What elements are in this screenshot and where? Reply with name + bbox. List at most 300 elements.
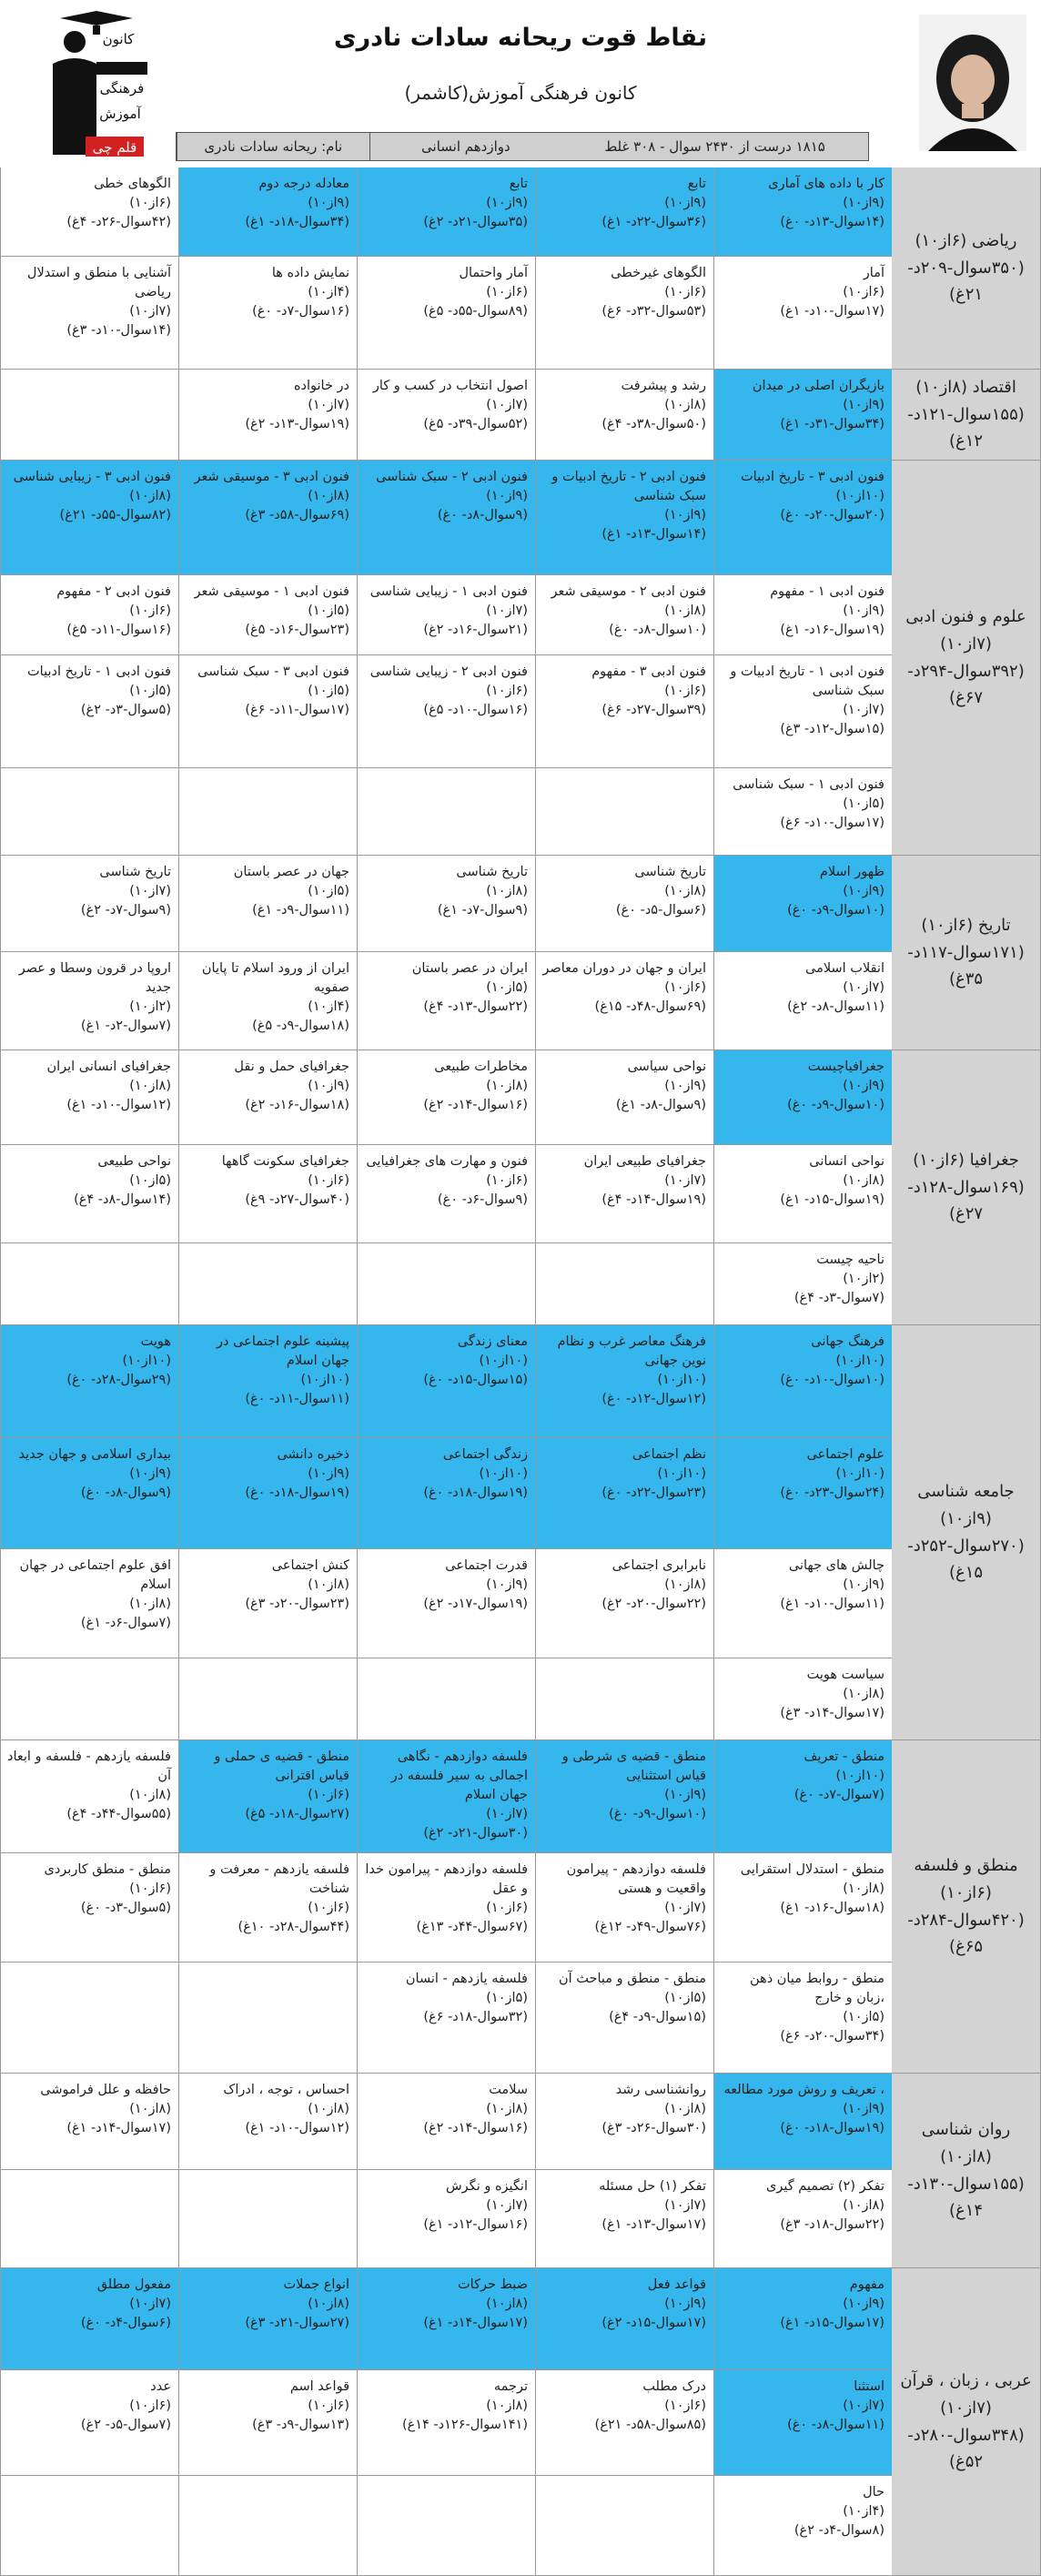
- topic-name: اروپا در قرون وسطا و عصر جدید: [18, 961, 171, 996]
- subject-label: اقتصاد (۸از۱۰) (۱۵۵سوال-۱۲۱د- ۱۲غ): [892, 370, 1041, 461]
- topic-counts: (۲۷سوال-۲۱د- ۳غ): [245, 2316, 349, 2331]
- topic-name: منطق - قضیه ی شرطی و قیاس استثنایی: [561, 1749, 706, 1784]
- topic-counts: (۲۹سوال-۲۸د- ۰غ): [66, 1373, 171, 1388]
- topic-name: نواحی طبیعی: [97, 1154, 171, 1169]
- topic-counts: (۱۸سوال-۱۶د- ۲غ): [245, 1098, 349, 1113]
- topic-cell: [0, 2074, 178, 2170]
- topic-score: (۷از۱۰): [129, 304, 171, 319]
- topic-cell: [0, 952, 178, 1050]
- topic-cell: [0, 257, 178, 370]
- topic-name: کنش اجتماعی: [271, 1558, 349, 1573]
- topic-name: فنون ادبی ۱ - مفهوم: [770, 584, 884, 599]
- topic-name: ، تعریف و روش مورد مطالعه: [723, 2083, 884, 2097]
- topic-counts: (۵سوال-۳د- ۰غ): [80, 1901, 171, 1916]
- empty-cell: [535, 1243, 713, 1325]
- topic-cell: [713, 2074, 892, 2170]
- topic-name: فنون ادبی ۳ - مفهوم: [591, 664, 706, 679]
- topic-cell: [357, 1962, 535, 2074]
- topic-counts: (۱۵سوال-۹د- ۴غ): [609, 2010, 706, 2025]
- topic-name: فلسفه دوازدهم - نگاهی اجمالی به سیر فلسفه در جهان اسلام: [390, 1749, 528, 1803]
- topic-counts: (۷سوال-۷د- ۰غ): [793, 1788, 884, 1803]
- topic-cell: [178, 257, 357, 370]
- topic-name: بازیگران اصلی در میدان: [752, 379, 884, 393]
- topic-name: فنون ادبی ۲ - تاریخ ادبیات و سبک شناسی: [551, 470, 706, 504]
- topic-counts: (۲۳سوال-۲۲د- ۰غ): [601, 1486, 706, 1501]
- empty-cell: [357, 1658, 535, 1740]
- topic-cell: [535, 167, 713, 257]
- topic-cell: [178, 1853, 357, 1962]
- topic-cell: [357, 575, 535, 655]
- topic-row: [0, 856, 892, 952]
- topic-score: (۸از۱۰): [843, 1881, 884, 1897]
- topic-counts: (۱۱سوال-۸د- ۰غ): [787, 2418, 884, 2433]
- topic-name: معنای زندگی: [457, 1334, 528, 1349]
- topic-counts: (۲۷سوال-۱۸د- ۵غ): [245, 1807, 349, 1822]
- topic-name: فرهنگ جهانی: [811, 1334, 884, 1349]
- topic-counts: (۴۴سوال-۲۸د- ۱۰غ): [238, 1920, 349, 1935]
- topic-score: (۹از۱۰): [664, 1079, 706, 1094]
- topic-name: حافظه و علل فراموشی: [40, 2083, 171, 2097]
- subject-label: جغرافیا (۶از۱۰) (۱۶۹سوال-۱۲۸د- ۲۷غ): [892, 1050, 1041, 1325]
- topic-cell: [713, 2370, 892, 2476]
- topic-score: (۵از۱۰): [308, 684, 349, 699]
- topic-counts: (۲۲سوال-۲۰د- ۲غ): [601, 1597, 706, 1612]
- topic-name: زندگی اجتماعی: [442, 1447, 528, 1462]
- topic-score: (۷از۱۰): [486, 603, 528, 619]
- topic-cell: [535, 1325, 713, 1438]
- topic-row: [0, 2170, 892, 2268]
- topic-counts: (۱۱سوال-۱۰د- ۱غ): [780, 1597, 884, 1612]
- empty-cell: [357, 768, 535, 856]
- topic-row: [0, 1853, 892, 1962]
- topic-counts: (۱۲سوال-۱۲د- ۰غ): [601, 1392, 706, 1407]
- topic-name: نواحی انسانی: [809, 1154, 884, 1169]
- subject-label: روان شناسی (۸از۱۰) (۱۵۵سوال-۱۳۰د- ۱۴غ): [892, 2074, 1041, 2268]
- topic-row: [0, 768, 892, 856]
- topic-name: رشد و پیشرفت: [621, 379, 706, 393]
- topic-counts: (۳۰سوال-۲۶د- ۳غ): [601, 2121, 706, 2136]
- topic-cell: [713, 1658, 892, 1740]
- topic-cell: [713, 370, 892, 461]
- topic-score: (۴از۱۰): [308, 285, 349, 300]
- topic-name: فنون ادبی ۱ - تاریخ ادبیات و سبک شناسی: [730, 664, 884, 699]
- topic-cell: [713, 257, 892, 370]
- topic-name: فنون ادبی ۲ - سبک شناسی: [376, 470, 528, 484]
- topic-cell: [178, 1325, 357, 1438]
- topic-cell: [535, 1438, 713, 1549]
- topic-counts: (۵۳سوال-۳۲د- ۶غ): [601, 304, 706, 319]
- empty-cell: [357, 1243, 535, 1325]
- empty-cell: [0, 370, 178, 461]
- topic-counts: (۵۰سوال-۳۸د- ۴غ): [601, 417, 706, 432]
- topic-row: [0, 952, 892, 1050]
- topic-score: (۹از۱۰): [486, 489, 528, 504]
- topic-score: (۹از۱۰): [308, 1079, 349, 1094]
- topic-counts: (۱۰سوال-۸د- ۰غ): [609, 623, 706, 638]
- empty-cell: [178, 2476, 357, 2576]
- topic-cell: [0, 2370, 178, 2476]
- topic-score: (۹از۱۰): [843, 603, 884, 619]
- topic-counts: (۱۹سوال-۱۸د- ۰غ): [423, 1486, 528, 1501]
- page-title: نقاط قوت ریحانه سادات نادری: [333, 24, 708, 52]
- topic-row: [0, 1145, 892, 1243]
- topic-counts: (۱۴سوال-۱۳د- ۱غ): [601, 527, 706, 543]
- topic-counts: (۹سوال-۷د- ۲غ): [80, 903, 171, 918]
- topic-cell: [535, 2074, 713, 2170]
- topic-name: بیداری اسلامی و جهان جدید: [18, 1447, 171, 1462]
- topic-counts: (۶سوال-۴د- ۰غ): [80, 2316, 171, 2331]
- topic-name: منطق - تعریف: [803, 1749, 884, 1764]
- topic-score: (۸از۱۰): [129, 489, 171, 504]
- topic-cell: [535, 1740, 713, 1853]
- topic-counts: (۸سوال-۴د- ۲غ): [793, 2523, 884, 2539]
- topic-name: منطق - منطق و مباحث آن: [559, 1972, 706, 1986]
- topic-score: (۹از۱۰): [843, 1079, 884, 1094]
- topic-score: (۸از۱۰): [843, 1173, 884, 1189]
- topic-cell: [178, 856, 357, 952]
- topic-name: جغرافیای حمل و نقل: [234, 1060, 349, 1074]
- topic-cell: [178, 2370, 357, 2476]
- topic-score: (۸از۱۰): [664, 2102, 706, 2117]
- topic-cell: [357, 1145, 535, 1243]
- page-subtitle: کانون فرهنگی آموزش(کاشمر): [404, 82, 637, 104]
- topic-score: (۸از۱۰): [664, 884, 706, 899]
- topic-name: مفعول مطلق: [96, 2277, 171, 2292]
- topic-row: [0, 1962, 892, 2074]
- topic-name: جهان در عصر باستان: [233, 865, 349, 879]
- topic-cell: [713, 856, 892, 952]
- topic-row: [0, 2370, 892, 2476]
- topic-counts: (۱۹سوال-۱۴د- ۴غ): [601, 1192, 706, 1208]
- topic-counts: (۶۹سوال-۴۸د- ۱۵غ): [594, 999, 706, 1015]
- topic-row: [0, 575, 892, 655]
- topic-name: سلامت: [489, 2083, 528, 2097]
- topic-counts: (۹سوال-۷د- ۱غ): [437, 903, 528, 918]
- topic-name: فنون ادبی ۱ - تاریخ ادبیات: [27, 664, 171, 679]
- topic-score: (۶از۱۰): [486, 684, 528, 699]
- topic-cell: [178, 1145, 357, 1243]
- topic-counts: (۱۷سوال-۱۰د- ۱غ): [780, 304, 884, 319]
- topic-name: فنون ادبی ۳ - تاریخ ادبیات: [741, 470, 884, 484]
- topic-score: (۸از۱۰): [843, 2198, 884, 2214]
- topic-score: (۶از۱۰): [129, 2399, 171, 2414]
- topic-cell: [0, 1438, 178, 1549]
- topic-name: الگوهای غیرخطی: [611, 266, 706, 280]
- topic-name: منطق - قضیه ی حملی و قیاس اقترانی: [214, 1749, 349, 1784]
- topic-name: فنون ادبی ۲ - موسیقی شعر: [551, 584, 706, 599]
- topic-cell: [178, 575, 357, 655]
- topic-cell: [357, 856, 535, 952]
- topic-counts: (۱۹سوال-۱۷د- ۲غ): [423, 1597, 528, 1612]
- topic-cell: [0, 1145, 178, 1243]
- topic-score: (۹از۱۰): [664, 196, 706, 211]
- topic-score: (۷از۱۰): [129, 884, 171, 899]
- topic-cell: [713, 1549, 892, 1658]
- subject-label: عربی ، زبان ، قرآن (۷از۱۰) (۳۴۸سوال-۲۸۰د- ۵۲غ): [892, 2268, 1041, 2576]
- topic-cell: [713, 167, 892, 257]
- topic-cell: [535, 856, 713, 952]
- topic-score: (۸از۱۰): [308, 2297, 349, 2312]
- topic-score: (۲از۱۰): [843, 1272, 884, 1287]
- empty-cell: [0, 768, 178, 856]
- topic-cell: [178, 655, 357, 768]
- topic-cell: [535, 1145, 713, 1243]
- topic-name: آشنایی با منطق و استدلال ریاضی: [26, 266, 171, 300]
- topic-row: [0, 1658, 892, 1740]
- topic-score: (۹از۱۰): [664, 1788, 706, 1803]
- topic-cell: [713, 461, 892, 575]
- topic-score: (۷از۱۰): [843, 2399, 884, 2414]
- topic-name: قدرت اجتماعی: [445, 1558, 528, 1573]
- topic-score: (۷از۱۰): [486, 398, 528, 413]
- topic-cell: [535, 370, 713, 461]
- topic-score: (۸از۱۰): [486, 884, 528, 899]
- topic-counts: (۱۸سوال-۹د- ۵غ): [252, 1019, 349, 1034]
- topic-name: اصول انتخاب در کسب و کار: [372, 379, 528, 393]
- topic-name: فنون و مهارت های جغرافیایی: [366, 1154, 528, 1169]
- topic-name: فنون ادبی ۱ - زیبایی شناسی: [369, 584, 528, 599]
- topic-name: تابع: [509, 177, 528, 191]
- topic-counts: (۶سوال-۵د- ۰غ): [615, 903, 706, 918]
- topic-counts: (۲۱سوال-۱۶د- ۲غ): [423, 623, 528, 638]
- topic-score: (۶از۱۰): [664, 980, 706, 996]
- topic-name: تابع: [687, 177, 706, 191]
- topic-counts: (۱۶سوال-۱۴د- ۲غ): [423, 2121, 528, 2136]
- topic-cell: [713, 1145, 892, 1243]
- topic-cell: [535, 1853, 713, 1962]
- topic-cell: [357, 1438, 535, 1549]
- topic-cell: [357, 1549, 535, 1658]
- empty-cell: [0, 2170, 178, 2268]
- topic-cell: [178, 370, 357, 461]
- topic-name: نمایش داده ها: [271, 266, 349, 280]
- empty-cell: [178, 1658, 357, 1740]
- topic-counts: (۱۶سوال-۱۱د- ۵غ): [66, 623, 171, 638]
- empty-cell: [178, 1962, 357, 2074]
- topic-counts: (۱۶سوال-۷د- ۰غ): [252, 304, 349, 319]
- topic-cell: [357, 370, 535, 461]
- topic-counts: (۱۵سوال-۱۲د- ۳غ): [780, 722, 884, 737]
- topic-score: (۹از۱۰): [843, 398, 884, 413]
- topic-cell: [178, 461, 357, 575]
- topic-score: (۷از۱۰): [843, 980, 884, 996]
- topic-cell: [535, 575, 713, 655]
- topic-cell: [535, 461, 713, 575]
- topic-score: (۸از۱۰): [664, 398, 706, 413]
- topic-name: جغرافیای سکونت گاهها: [221, 1154, 349, 1169]
- topic-counts: (۲۰سوال-۲۰د- ۰غ): [780, 508, 884, 523]
- topic-name: قواعد فعل: [647, 2277, 706, 2292]
- topic-counts: (۹سوال-۸د- ۱غ): [615, 1098, 706, 1113]
- topic-cell: [713, 768, 892, 856]
- topic-score: (۸از۱۰): [843, 1687, 884, 1702]
- topic-name: منطق - استدلال استقرایی: [740, 1862, 884, 1877]
- topic-cell: [0, 1549, 178, 1658]
- report-header: [0, 0, 1041, 164]
- topic-score: (۹از۱۰): [843, 884, 884, 899]
- topic-score: (۹از۱۰): [843, 2297, 884, 2312]
- topic-cell: [357, 257, 535, 370]
- topic-counts: (۶۹سوال-۵۸د- ۳غ): [245, 508, 349, 523]
- empty-cell: [178, 768, 357, 856]
- topic-counts: (۱۷سوال-۱۵د- ۲غ): [601, 2316, 706, 2331]
- topic-row: [0, 655, 892, 768]
- topic-cell: [178, 167, 357, 257]
- empty-cell: [0, 1243, 178, 1325]
- topic-name: تفکر (۱) حل مسئله: [599, 2179, 706, 2194]
- empty-cell: [0, 1962, 178, 2074]
- topic-score: (۱۰از۱۰): [122, 1354, 171, 1369]
- topic-score: (۶از۱۰): [308, 1901, 349, 1916]
- topic-score: (۶از۱۰): [664, 285, 706, 300]
- topic-counts: (۱۹سوال-۱۵د- ۱غ): [780, 1192, 884, 1208]
- topic-cell: [357, 1325, 535, 1438]
- topic-cell: [178, 952, 357, 1050]
- topic-counts: (۶۷سوال-۴۴د- ۱۳غ): [416, 1920, 528, 1935]
- topic-row: [0, 257, 892, 370]
- topic-counts: (۱۹سوال-۱۶د- ۱غ): [780, 623, 884, 638]
- topic-name: تاریخ شناسی: [634, 865, 706, 879]
- topic-cell: [178, 1438, 357, 1549]
- student-info-bar: [176, 132, 869, 161]
- topic-cell: [535, 2170, 713, 2268]
- topic-name: آمار واحتمال: [459, 266, 528, 280]
- topic-score: (۴از۱۰): [843, 2504, 884, 2520]
- topic-name: جغرافیای انسانی ایران: [46, 1060, 171, 1074]
- topic-name: انواع جملات: [283, 2277, 349, 2292]
- topic-name: مفهوم: [849, 2277, 884, 2292]
- topic-counts: (۹سوال-۸د- ۰غ): [437, 508, 528, 523]
- topic-score: (۵از۱۰): [664, 1991, 706, 2006]
- topic-name: استثنا: [854, 2379, 884, 2394]
- topic-counts: (۱۱سوال-۱۱د- ۰غ): [245, 1392, 349, 1407]
- topic-name: نواحی سیاسی: [627, 1060, 706, 1074]
- topic-counts: (۳۴سوال-۱۸د- ۱غ): [245, 215, 349, 230]
- topic-counts: (۳۹سوال-۲۷د- ۶غ): [601, 703, 706, 718]
- topic-score: (۹از۱۰): [486, 196, 528, 211]
- topic-score: (۸از۱۰): [664, 603, 706, 619]
- topic-score: (۱۰از۱۰): [835, 1354, 884, 1369]
- topic-cell: [357, 1740, 535, 1853]
- topic-name: فنون ادبی ۲ - زیبایی شناسی: [369, 664, 528, 679]
- topic-score: (۱۰از۱۰): [479, 1354, 528, 1369]
- topic-score: (۹از۱۰): [486, 1577, 528, 1593]
- topic-score: (۶از۱۰): [308, 2399, 349, 2414]
- topic-cell: [357, 1050, 535, 1145]
- topic-name: معادله درجه دوم: [258, 177, 349, 191]
- topic-cell: [713, 1853, 892, 1962]
- topic-cell: [0, 655, 178, 768]
- subject-label: ریاضی (۶از۱۰) (۳۵۰سوال-۲۰۹د- ۲۱غ): [892, 167, 1041, 370]
- topic-counts: (۳۰سوال-۲۱د- ۲غ): [423, 1826, 528, 1841]
- topic-cell: [713, 2268, 892, 2370]
- topic-cell: [178, 1050, 357, 1145]
- topic-counts: (۷۶سوال-۴۹د- ۱۲غ): [594, 1920, 706, 1935]
- topic-score: (۵از۱۰): [843, 796, 884, 812]
- topic-score: (۸از۱۰): [308, 1577, 349, 1593]
- logo-word-1: کانون: [102, 31, 135, 47]
- topic-score: (۸از۱۰): [486, 2297, 528, 2312]
- topic-cell: [0, 856, 178, 952]
- topic-cell: [713, 1962, 892, 2074]
- topic-counts: (۱۲سوال-۱۰د- ۱غ): [66, 1098, 171, 1113]
- topic-name: فنون ادبی ۱ - سبک شناسی: [733, 777, 884, 792]
- topic-name: فلسفه دوازدهم - پیرامون خدا و عقل: [365, 1862, 528, 1897]
- topic-name: جغرافیای طبیعی ایران: [583, 1154, 706, 1169]
- topic-cell: [357, 1853, 535, 1962]
- topic-counts: (۱۷سوال-۱۳د- ۱غ): [601, 2217, 706, 2233]
- topic-counts: (۱۹سوال-۱۸د- ۰غ): [780, 2121, 884, 2136]
- topic-score: (۶از۱۰): [129, 196, 171, 211]
- topic-score: (۱۰از۱۰): [479, 1466, 528, 1482]
- topic-name: انگیزه و نگرش: [445, 2179, 528, 2194]
- topic-counts: (۱۹سوال-۱۳د- ۲غ): [245, 417, 349, 432]
- topic-score: (۶از۱۰): [129, 1881, 171, 1897]
- topic-name: نابرابری اجتماعی: [611, 1558, 706, 1573]
- topic-cell: [0, 167, 178, 257]
- topic-name: فلسفه یازدهم - انسان: [405, 1972, 528, 1986]
- topic-counts: (۲۳سوال-۱۶د- ۵غ): [245, 623, 349, 638]
- topic-score: (۱۰از۱۰): [835, 489, 884, 504]
- topic-name: ایران در عصر باستان: [411, 961, 528, 976]
- topic-name: فنون ادبی ۳ - موسیقی شعر: [194, 470, 349, 484]
- topic-cell: [0, 1740, 178, 1853]
- topic-counts: (۹سوال-۶د- ۰غ): [437, 1192, 528, 1208]
- topic-name: هویت: [140, 1334, 171, 1349]
- topic-counts: (۱۷سوال-۱۰د- ۶غ): [780, 816, 884, 831]
- topic-score: (۶از۱۰): [486, 1901, 528, 1916]
- topic-name: افق علوم اجتماعی در جهان اسلام: [19, 1558, 171, 1593]
- topic-name: تاریخ شناسی: [456, 865, 528, 879]
- topic-score: (۶از۱۰): [486, 285, 528, 300]
- topic-score: (۶از۱۰): [129, 603, 171, 619]
- topic-score: (۸از۱۰): [129, 1079, 171, 1094]
- topic-name: عدد: [150, 2379, 171, 2394]
- topic-score: (۷از۱۰): [664, 1173, 706, 1189]
- topic-score: (۶از۱۰): [308, 1788, 349, 1803]
- topic-row: [0, 1050, 892, 1145]
- topic-cell: [357, 2370, 535, 2476]
- topic-counts: (۱۸سوال-۱۶د- ۱غ): [780, 1901, 884, 1916]
- topic-counts: (۱۰سوال-۹د- ۰غ): [787, 1098, 884, 1113]
- topic-counts: (۳۴سوال-۲۰د- ۶غ): [780, 2029, 884, 2044]
- topic-name: چالش های جهانی: [788, 1558, 884, 1573]
- topic-score: (۴از۱۰): [308, 999, 349, 1015]
- student-photo: [919, 15, 1026, 151]
- topic-score: (۹از۱۰): [843, 1577, 884, 1593]
- topic-name: روانشناسی رشد: [615, 2083, 706, 2097]
- topic-counts: (۵۲سوال-۳۹د- ۵غ): [423, 417, 528, 432]
- topic-name: ظهور اسلام: [819, 865, 884, 879]
- topic-cell: [357, 952, 535, 1050]
- topic-counts: (۱۴سوال-۱۰د- ۳غ): [66, 323, 171, 339]
- topic-name: سیاست هویت: [806, 1668, 884, 1682]
- logo-word-3: آموزش: [99, 106, 141, 122]
- topic-counts: (۱۰سوال-۱۰د- ۰غ): [780, 1373, 884, 1388]
- topic-counts: (۸۵سوال-۵۸د- ۲۱غ): [594, 2418, 706, 2433]
- topic-counts: (۱۶سوال-۱۲د- ۱غ): [423, 2217, 528, 2233]
- topic-counts: (۷سوال-۵د- ۲غ): [80, 2418, 171, 2433]
- topic-name: ذخیره دانشی: [277, 1447, 349, 1462]
- topic-name: در خانواده: [293, 379, 349, 393]
- topic-counts: (۵۵سوال-۴۴د- ۴غ): [66, 1807, 171, 1822]
- topic-counts: (۱۷سوال-۱۴د- ۱غ): [66, 2121, 171, 2136]
- topic-score: (۱۰از۱۰): [835, 1466, 884, 1482]
- topic-cell: [357, 461, 535, 575]
- empty-cell: [0, 1658, 178, 1740]
- topic-counts: (۱۹سوال-۱۸د- ۰غ): [245, 1486, 349, 1501]
- topic-name: ایران و جهان در دوران معاصر: [542, 961, 706, 976]
